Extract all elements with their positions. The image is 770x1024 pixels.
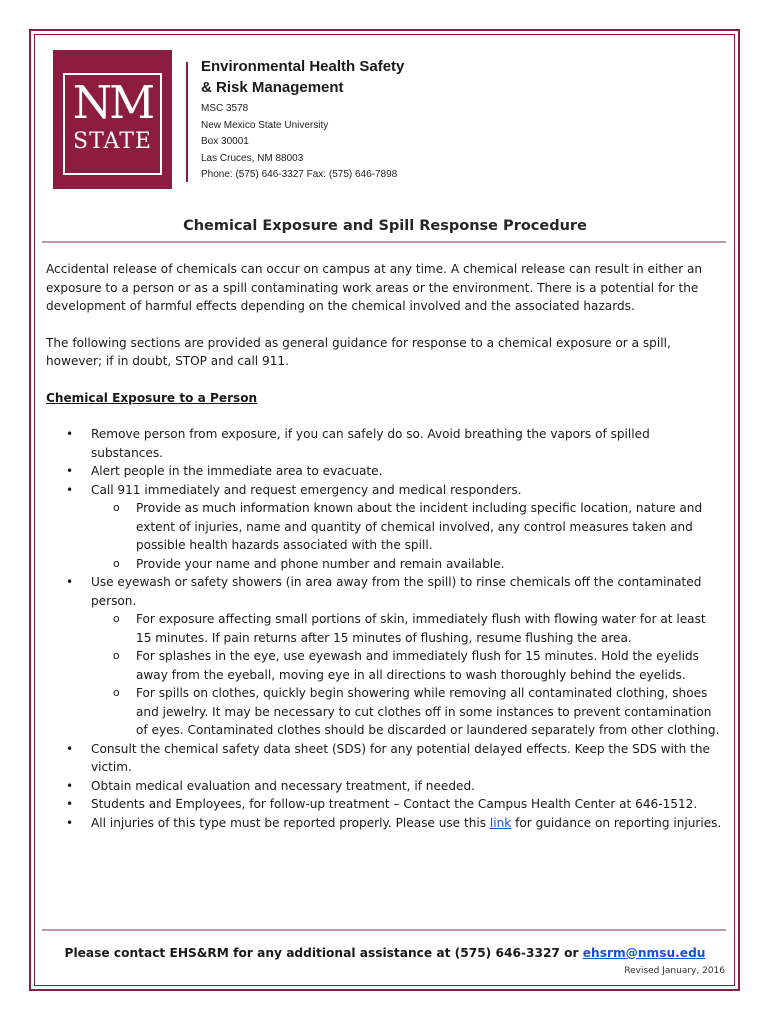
reporting-guidance-link[interactable]: link: [489, 815, 512, 830]
org-university: New Mexico State University: [201, 119, 329, 131]
org-box: Box 30001: [201, 136, 249, 147]
bullet-text: Students and Employees, for follow-up treatment – Contact the Campus Health Center at 646-1512.: [91, 797, 698, 811]
intro-paragraph: Accidental release of chemicals can occur on campus at any time. A chemical release can result in either an exposure to a person or as a spill contaminating work areas or the environment. There is a potential for the development of harmful effects depending on the chemical involved and the associated hazards.: [46, 262, 703, 313]
header-divider: [186, 62, 188, 182]
org-city: Las Cruces, NM 88003: [201, 152, 304, 164]
bullet-text: Use eyewash or safety showers (in area away from the spill) to rinse chemicals off the contaminated person.: [91, 575, 702, 608]
sub-bullet-text: Provide as much information known about the incident including specific location, nature and extent of injuries, name and quantity of chemical involved, any control measures taken and possible health hazards associated with the spill.: [136, 501, 703, 552]
list-item: [46, 425, 724, 462]
org-header: [201, 56, 531, 184]
bullet-text: Obtain medical evaluation and necessary treatment, if needed.: [91, 778, 475, 793]
list-item: [46, 814, 724, 833]
footer-contact-text: Please contact EHS&RM for any additional assistance at (575) 646-3327 or: [64, 946, 583, 960]
sub-list-item: [91, 610, 724, 647]
guidance-paragraph: The following sections are provided as general guidance for response to a chemical exposure or a spill, however; if in doubt, STOP and call 911.: [46, 335, 671, 368]
bullet-text-after-link: for guidance on reporting injuries.: [511, 815, 722, 830]
list-item: [46, 462, 724, 481]
logo-state-text: STATE: [73, 129, 152, 154]
sub-bullet-text: Provide your name and phone number and remain available.: [136, 556, 505, 571]
sub-list-item: [91, 499, 724, 555]
list-item: [46, 740, 724, 777]
bullet-text-before-link: All injuries of this type must be reported properly. Please use this: [91, 815, 490, 830]
sub-bullet-text: For spills on clothes, quickly begin showering while removing all contaminated clothing, shoes and jewelry. It may be necessary to cut clothes off in some instances to prevent contamination of eyes. Contaminated clothes should be discarded or laundered separately from other clothing.: [136, 686, 720, 737]
section-heading: Chemical Exposure to a Person: [46, 390, 258, 405]
org-name-line2: & Risk Management: [201, 79, 344, 96]
org-name-line1: Environmental Health Safety: [201, 58, 405, 75]
list-item: [46, 573, 724, 740]
sub-bullet-text: For splashes in the eye, use eyewash and immediately flush for 15 minutes. Hold the eyelids away from the eyeball, moving eye in all directions to wash thoroughly behind the eyelids.: [136, 649, 699, 682]
sub-list-item: [91, 555, 724, 574]
revision-date: Revised January, 2016: [624, 966, 725, 976]
bullet-text: Remove person from exposure, if you can safely do so. Avoid breathing the vapors of spilled substances.: [91, 427, 650, 460]
footer-rule: [42, 929, 726, 931]
org-phone-fax: Phone: (575) 646-3327 Fax: (575) 646-7898: [201, 169, 398, 180]
sub-list-item: [91, 647, 724, 684]
list-item: [46, 795, 724, 814]
bullet-text: Call 911 immediately and request emergency and medical responders.: [91, 482, 522, 497]
title-rule: [42, 241, 726, 243]
sub-list: [91, 499, 724, 573]
org-mailstop: MSC 3578: [201, 103, 249, 114]
list-item: [46, 777, 724, 796]
sub-list: [91, 610, 724, 740]
logo-nm-text: NM: [72, 76, 153, 129]
nm-state-logo: [53, 50, 172, 189]
procedure-list: [46, 425, 724, 832]
list-item: [46, 481, 724, 574]
contact-email-link[interactable]: ehsrm@nmsu.edu: [582, 946, 706, 960]
sub-list-item: [91, 684, 724, 740]
document-body: [46, 260, 724, 832]
document-title: Chemical Exposure and Spill Response Procedure: [183, 218, 587, 234]
footer-contact: [38, 946, 732, 960]
bullet-text: Consult the chemical safety data sheet (SDS) for any potential delayed effects. Keep the SDS with the victim.: [91, 741, 710, 774]
sub-bullet-text: For exposure affecting small portions of skin, immediately flush with flowing water for at least 15 minutes. If pain returns after 15 minutes of flushing, resume flushing the area.: [136, 612, 706, 645]
bullet-text: Alert people in the immediate area to evacuate.: [91, 464, 383, 478]
